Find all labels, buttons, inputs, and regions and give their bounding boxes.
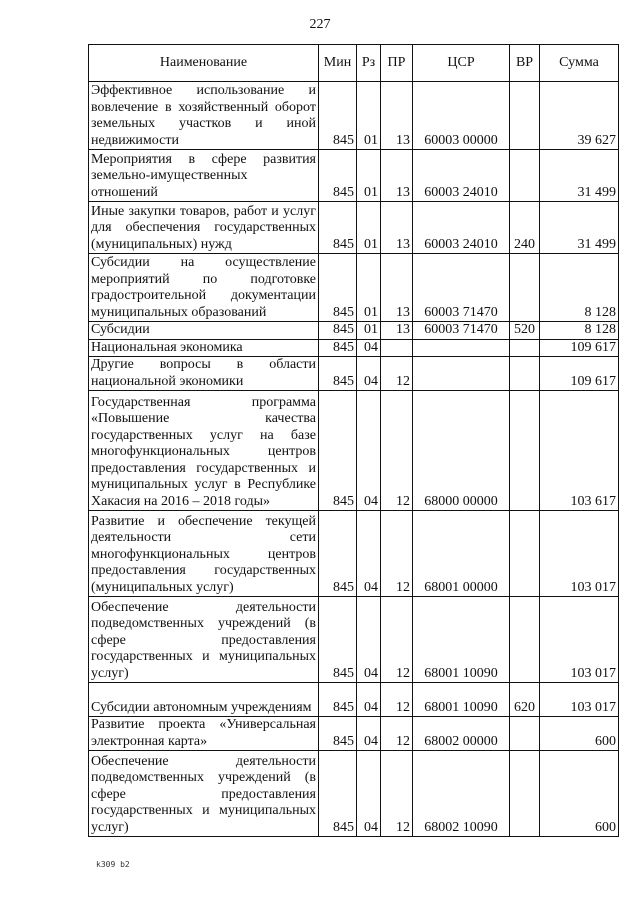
- row-pr: 12: [381, 751, 413, 837]
- row-rz: 01: [357, 322, 381, 340]
- row-min: 845: [319, 150, 357, 202]
- row-vr: [510, 339, 540, 357]
- row-rz: 04: [357, 683, 381, 717]
- table-row: [89, 511, 619, 597]
- row-name: Эффективное использование и вовлечение в хозяйственный оборот земельных участков и иной недвижимости: [89, 82, 319, 150]
- table-row: [89, 254, 619, 322]
- row-name: Субсидии автономным учреждениям: [89, 683, 319, 717]
- row-csr: [413, 357, 510, 391]
- row-csr: 68000 00000: [413, 391, 510, 511]
- row-rz: 01: [357, 202, 381, 254]
- row-pr: 12: [381, 597, 413, 683]
- row-min: 845: [319, 202, 357, 254]
- row-pr: 12: [381, 511, 413, 597]
- row-rz: 01: [357, 254, 381, 322]
- row-vr: [510, 82, 540, 150]
- row-pr: 12: [381, 391, 413, 511]
- row-sum: 31 499: [540, 150, 619, 202]
- row-sum: 600: [540, 751, 619, 837]
- table-row: [89, 717, 619, 751]
- table-row: [89, 357, 619, 391]
- row-sum: 103 017: [540, 511, 619, 597]
- table-row: [89, 751, 619, 837]
- table-header: [89, 45, 619, 82]
- row-min: 845: [319, 391, 357, 511]
- row-sum: 103 617: [540, 391, 619, 511]
- row-min: 845: [319, 717, 357, 751]
- row-name: Развитие и обеспечение текущей деятельности сети многофункциональных центров предоставления государственных (муниципальных услуг): [89, 511, 319, 597]
- row-name: Другие вопросы в области национальной экономики: [89, 357, 319, 391]
- row-vr: [510, 150, 540, 202]
- row-rz: 04: [357, 357, 381, 391]
- row-name: Развитие проекта «Универсальная электронная карта»: [89, 717, 319, 751]
- header-sum: Сумма: [540, 45, 619, 82]
- row-pr: 12: [381, 717, 413, 751]
- row-rz: 04: [357, 751, 381, 837]
- row-sum: 39 627: [540, 82, 619, 150]
- row-min: 845: [319, 339, 357, 357]
- row-sum: 600: [540, 717, 619, 751]
- row-pr: 12: [381, 357, 413, 391]
- row-rz: 04: [357, 511, 381, 597]
- row-vr: [510, 597, 540, 683]
- table-row: [89, 391, 619, 511]
- row-pr: 12: [381, 683, 413, 717]
- table-body: [89, 82, 619, 837]
- table-row: [89, 202, 619, 254]
- row-sum: 109 617: [540, 357, 619, 391]
- table-row: [89, 683, 619, 717]
- header-min: Мин: [319, 45, 357, 82]
- row-csr: [413, 339, 510, 357]
- budget-table: [88, 44, 619, 837]
- row-min: 845: [319, 751, 357, 837]
- row-rz: 04: [357, 339, 381, 357]
- row-rz: 01: [357, 150, 381, 202]
- row-sum: 103 017: [540, 597, 619, 683]
- row-rz: 04: [357, 717, 381, 751]
- table-row: [89, 597, 619, 683]
- row-vr: [510, 751, 540, 837]
- row-csr: 68001 10090: [413, 597, 510, 683]
- row-rz: 04: [357, 597, 381, 683]
- row-name: Обеспечение деятельности подведомственных учреждений (в сфере предоставления государственных и муниципальных услуг): [89, 751, 319, 837]
- row-vr: 240: [510, 202, 540, 254]
- row-name: Национальная экономика: [89, 339, 319, 357]
- header-pr: ПР: [381, 45, 413, 82]
- document-code: k309 b2: [96, 860, 130, 869]
- row-min: 845: [319, 683, 357, 717]
- row-name: Мероприятия в сфере развития земельно-имущественных отношений: [89, 150, 319, 202]
- row-csr: 68001 00000: [413, 511, 510, 597]
- row-pr: 13: [381, 82, 413, 150]
- row-csr: 68001 10090: [413, 683, 510, 717]
- row-csr: 60003 24010: [413, 150, 510, 202]
- row-csr: 68002 00000: [413, 717, 510, 751]
- row-min: 845: [319, 357, 357, 391]
- row-vr: [510, 717, 540, 751]
- table-row: [89, 322, 619, 340]
- header-row: [89, 45, 619, 82]
- row-csr: 60003 71470: [413, 322, 510, 340]
- row-sum: 103 017: [540, 683, 619, 717]
- header-rz: Рз: [357, 45, 381, 82]
- row-vr: [510, 357, 540, 391]
- row-min: 845: [319, 82, 357, 150]
- row-min: 845: [319, 254, 357, 322]
- row-csr: 60003 00000: [413, 82, 510, 150]
- row-pr: 13: [381, 202, 413, 254]
- row-min: 845: [319, 322, 357, 340]
- page-number: 227: [309, 17, 331, 32]
- row-min: 845: [319, 597, 357, 683]
- row-sum: 109 617: [540, 339, 619, 357]
- row-vr: 620: [510, 683, 540, 717]
- row-rz: 01: [357, 82, 381, 150]
- row-name: Субсидии на осуществление мероприятий по подготовке градостроительной документации муниципальных образований: [89, 254, 319, 322]
- row-csr: 60003 71470: [413, 254, 510, 322]
- row-min: 845: [319, 511, 357, 597]
- row-pr: 13: [381, 254, 413, 322]
- row-pr: [381, 339, 413, 357]
- table-row: [89, 82, 619, 150]
- row-vr: 520: [510, 322, 540, 340]
- row-vr: [510, 254, 540, 322]
- row-csr: 68002 10090: [413, 751, 510, 837]
- header-csr: ЦСР: [413, 45, 510, 82]
- row-csr: 60003 24010: [413, 202, 510, 254]
- row-vr: [510, 391, 540, 511]
- row-vr: [510, 511, 540, 597]
- row-name: Иные закупки товаров, работ и услуг для обеспечения государственных (муниципальных) нужд: [89, 202, 319, 254]
- row-pr: 13: [381, 150, 413, 202]
- table-row: [89, 339, 619, 357]
- row-name: Государственная программа «Повышение качества государственных услуг на базе многофункциональных центров предоставления государственных и муниципальных услуг в Республике Хакасия на 2016 – 2018 годы»: [89, 391, 319, 511]
- row-sum: 8 128: [540, 322, 619, 340]
- row-name: Субсидии: [89, 322, 319, 340]
- header-vr: ВР: [510, 45, 540, 82]
- header-name: Наименование: [89, 45, 319, 82]
- row-sum: 31 499: [540, 202, 619, 254]
- row-sum: 8 128: [540, 254, 619, 322]
- table-row: [89, 150, 619, 202]
- row-pr: 13: [381, 322, 413, 340]
- row-rz: 04: [357, 391, 381, 511]
- row-name: Обеспечение деятельности подведомственных учреждений (в сфере предоставления государственных и муниципальных услуг): [89, 597, 319, 683]
